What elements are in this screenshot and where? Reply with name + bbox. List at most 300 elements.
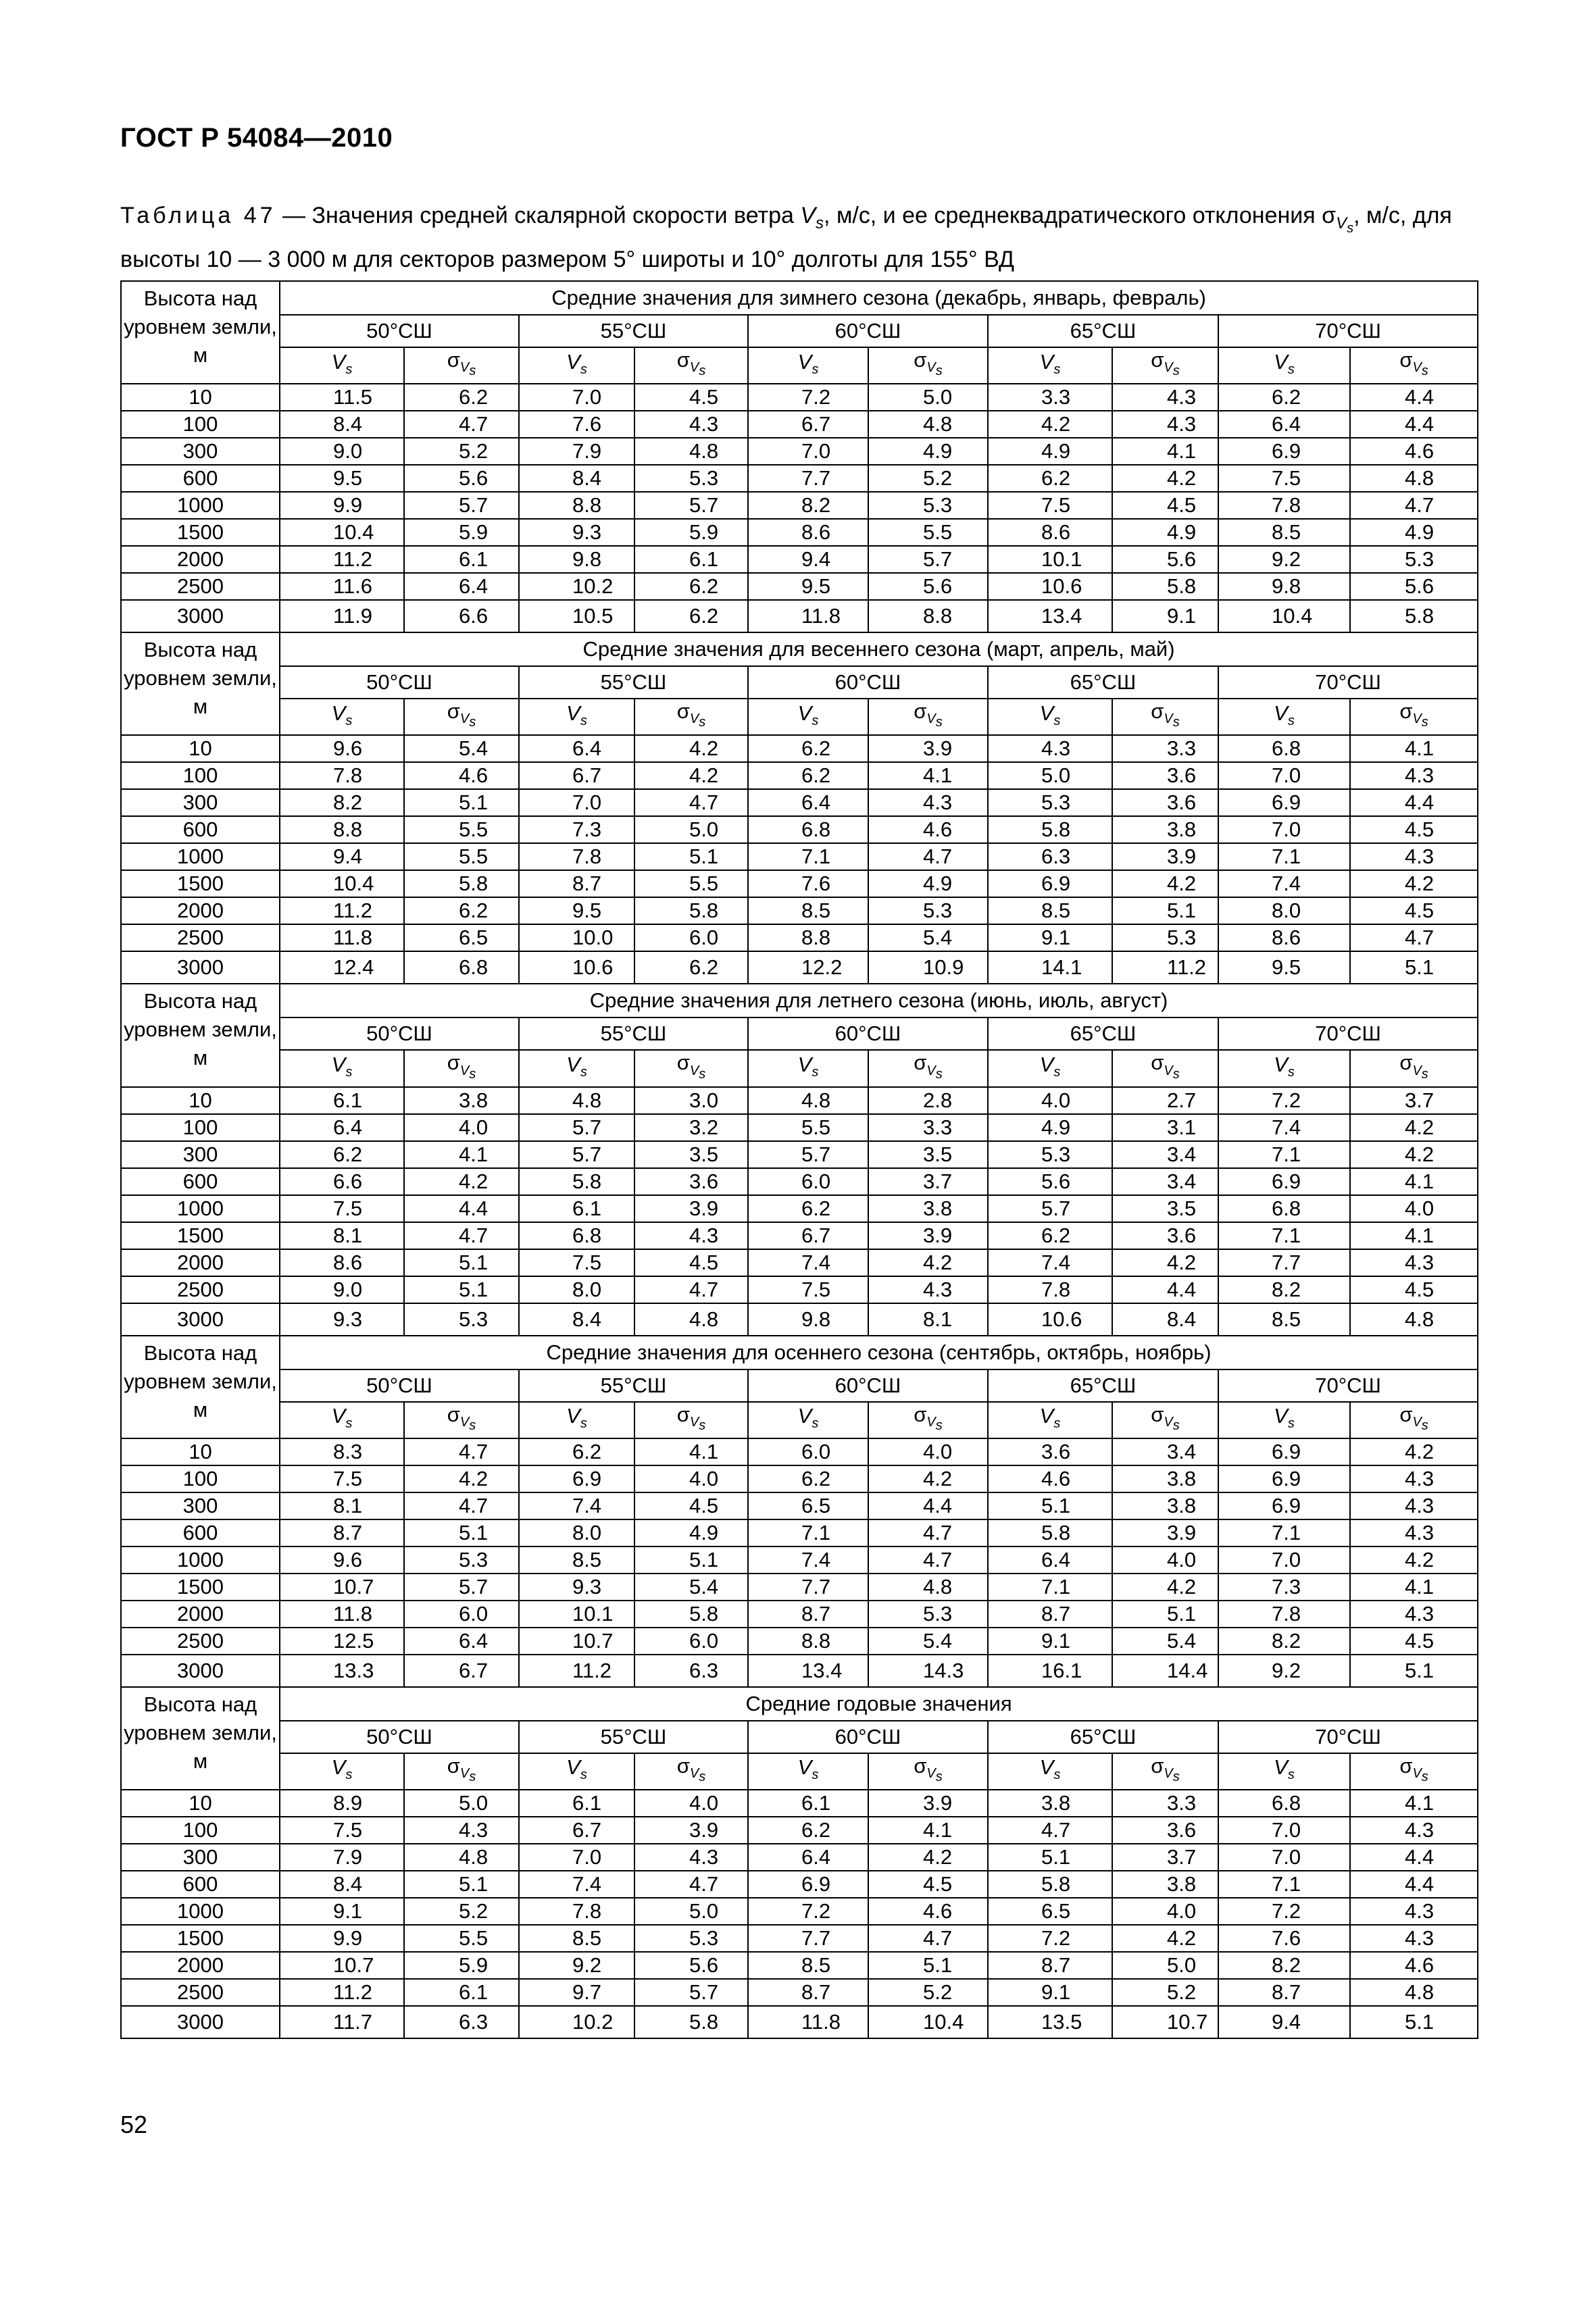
vs-cell: 6.9 xyxy=(519,1465,634,1492)
sigma-cell: 4.1 xyxy=(1350,1222,1478,1249)
sigma-cell: 4.7 xyxy=(868,1546,988,1574)
height-cell: 300 xyxy=(121,789,280,816)
table-row xyxy=(121,1141,1478,1168)
sigma-column-header: $\sigma_{V_s}$ xyxy=(404,347,519,384)
vs-cell: 7.1 xyxy=(1218,1871,1350,1898)
vs-cell: 5.7 xyxy=(519,1141,634,1168)
table-row xyxy=(121,573,1478,600)
vs-cell: 6.2 xyxy=(988,1222,1112,1249)
sigma-cell: 5.3 xyxy=(868,1601,988,1628)
vs-cell: 8.6 xyxy=(988,519,1112,546)
sigma-cell: 4.2 xyxy=(868,1844,988,1871)
sigma-cell: 5.4 xyxy=(634,1574,748,1601)
vs-cell: 11.8 xyxy=(280,924,404,951)
vs-cell: 7.4 xyxy=(519,1871,634,1898)
sigma-cell: 6.6 xyxy=(404,600,519,632)
sigma-cell: 5.2 xyxy=(868,1979,988,2006)
vs-cell: 8.0 xyxy=(1218,897,1350,924)
vs-cell: 7.0 xyxy=(519,789,634,816)
vs-cell: 8.7 xyxy=(988,1952,1112,1979)
season-header-row xyxy=(121,1336,1478,1369)
sigma-cell: 5.2 xyxy=(404,1898,519,1925)
vs-cell: 6.5 xyxy=(988,1898,1112,1925)
sigma-cell: 3.4 xyxy=(1112,1438,1218,1465)
sigma-cell: 5.3 xyxy=(634,1925,748,1952)
symbol-row xyxy=(121,1753,1478,1790)
symbol-row xyxy=(121,347,1478,384)
height-cell: 2500 xyxy=(121,1628,280,1655)
sigma-cell: 5.5 xyxy=(404,816,519,843)
vs-cell: 5.0 xyxy=(988,762,1112,789)
vs-cell: 6.8 xyxy=(1218,1790,1350,1817)
caption-dash: — xyxy=(276,203,312,228)
sigma-cell: 4.8 xyxy=(868,1574,988,1601)
sigma-cell: 4.3 xyxy=(634,1844,748,1871)
sigma-cell: 6.5 xyxy=(404,924,519,951)
vs-column-header: $V_s$ xyxy=(280,1050,404,1086)
sigma-column-header: $\sigma_{V_s}$ xyxy=(868,347,988,384)
vs-cell: 8.5 xyxy=(519,1546,634,1574)
vs-column-header: $V_s$ xyxy=(280,347,404,384)
vs-cell: 7.7 xyxy=(748,465,868,492)
latitude-header: 55°СШ xyxy=(519,1369,748,1402)
sigma-cell: 4.6 xyxy=(868,816,988,843)
sigma-cell: 5.0 xyxy=(404,1790,519,1817)
height-cell: 1500 xyxy=(121,1222,280,1249)
vs-cell: 6.4 xyxy=(280,1114,404,1141)
sigma-cell: 6.8 xyxy=(404,951,519,984)
vs-cell: 7.4 xyxy=(1218,870,1350,897)
vs-column-header: $V_s$ xyxy=(280,1402,404,1438)
vs-cell: 5.1 xyxy=(988,1492,1112,1519)
vs-cell: 8.8 xyxy=(748,924,868,951)
sigma-cell: 5.1 xyxy=(1112,897,1218,924)
sigma-cell: 4.7 xyxy=(868,843,988,870)
latitude-header: 50°СШ xyxy=(280,1369,519,1402)
sigma-cell: 4.8 xyxy=(404,1844,519,1871)
vs-cell: 11.2 xyxy=(519,1655,634,1687)
vs-cell: 8.5 xyxy=(1218,1303,1350,1336)
height-cell: 1000 xyxy=(121,843,280,870)
latitude-header: 70°СШ xyxy=(1218,315,1478,347)
height-cell: 100 xyxy=(121,1817,280,1844)
vs-cell: 9.2 xyxy=(1218,1655,1350,1687)
vs-cell: 9.1 xyxy=(988,1979,1112,2006)
season-title: Средние значения для весеннего сезона (март, апрель, май) xyxy=(280,632,1478,666)
sigma-cell: 4.3 xyxy=(1350,1465,1478,1492)
sigma-cell: 3.5 xyxy=(868,1141,988,1168)
sigma-cell: 3.9 xyxy=(634,1817,748,1844)
sigma-cell: 5.4 xyxy=(868,1628,988,1655)
sigma-cell: 3.8 xyxy=(404,1087,519,1114)
sigma-cell: 5.1 xyxy=(404,1519,519,1546)
latitude-header: 55°СШ xyxy=(519,315,748,347)
sigma-cell: 4.9 xyxy=(868,438,988,465)
sigma-cell: 5.0 xyxy=(1112,1952,1218,1979)
vs-cell: 6.1 xyxy=(748,1790,868,1817)
vs-cell: 6.9 xyxy=(748,1871,868,1898)
vs-cell: 4.9 xyxy=(988,1114,1112,1141)
height-cell: 3000 xyxy=(121,600,280,632)
sigma-cell: 4.7 xyxy=(404,1492,519,1519)
vs-cell: 6.2 xyxy=(519,1438,634,1465)
sigma-cell: 4.2 xyxy=(1350,1141,1478,1168)
vs-cell: 7.8 xyxy=(1218,1601,1350,1628)
vs-cell: 11.2 xyxy=(280,897,404,924)
table-row xyxy=(121,1465,1478,1492)
vs-cell: 8.7 xyxy=(280,1519,404,1546)
vs-cell: 9.8 xyxy=(519,546,634,573)
sigma-cell: 5.4 xyxy=(404,735,519,762)
sigma-column-header: $\sigma_{V_s}$ xyxy=(868,699,988,735)
sigma-cell: 4.5 xyxy=(1112,492,1218,519)
sigma-cell: 4.2 xyxy=(1112,1249,1218,1276)
vs-cell: 4.2 xyxy=(988,411,1112,438)
sigma-cell: 3.4 xyxy=(1112,1141,1218,1168)
vs-cell: 6.2 xyxy=(748,1195,868,1222)
sigma-column-header: $\sigma_{V_s}$ xyxy=(634,1050,748,1086)
vs-cell: 7.1 xyxy=(748,1519,868,1546)
height-cell: 10 xyxy=(121,1087,280,1114)
height-cell: 2500 xyxy=(121,1979,280,2006)
sigma-cell: 4.3 xyxy=(1350,1601,1478,1628)
caption-v-symbol: V xyxy=(800,203,816,228)
vs-cell: 6.9 xyxy=(988,870,1112,897)
sigma-cell: 4.2 xyxy=(1350,1438,1478,1465)
vs-cell: 7.5 xyxy=(748,1276,868,1303)
vs-cell: 11.9 xyxy=(280,600,404,632)
vs-cell: 7.7 xyxy=(1218,1249,1350,1276)
vs-cell: 6.8 xyxy=(1218,735,1350,762)
sigma-cell: 4.1 xyxy=(1350,1168,1478,1195)
vs-cell: 7.4 xyxy=(748,1249,868,1276)
sigma-cell: 4.9 xyxy=(868,870,988,897)
latitude-row xyxy=(121,666,1478,699)
vs-cell: 7.3 xyxy=(1218,1574,1350,1601)
vs-cell: 10.7 xyxy=(280,1574,404,1601)
sigma-cell: 5.6 xyxy=(1350,573,1478,600)
vs-cell: 6.4 xyxy=(748,1844,868,1871)
sigma-cell: 5.4 xyxy=(1112,1628,1218,1655)
sigma-cell: 4.3 xyxy=(1350,1492,1478,1519)
sigma-cell: 4.3 xyxy=(868,1276,988,1303)
height-cell: 3000 xyxy=(121,1655,280,1687)
caption-text-2: , м/с, и ее среднеквадратического отклонения σ xyxy=(824,203,1337,228)
sigma-cell: 4.0 xyxy=(868,1438,988,1465)
vs-column-header: $V_s$ xyxy=(1218,1050,1350,1086)
vs-cell: 7.9 xyxy=(280,1844,404,1871)
caption-text-1: Значения средней скалярной скорости ветра xyxy=(311,203,801,228)
vs-cell: 6.7 xyxy=(748,1222,868,1249)
vs-column-header: $V_s$ xyxy=(988,699,1112,735)
document-header: ГОСТ Р 54084—2010 xyxy=(120,123,393,153)
vs-cell: 7.0 xyxy=(519,1844,634,1871)
sigma-column-header: $\sigma_{V_s}$ xyxy=(634,699,748,735)
sigma-cell: 5.7 xyxy=(868,546,988,573)
vs-cell: 6.6 xyxy=(280,1168,404,1195)
height-cell: 2000 xyxy=(121,1952,280,1979)
sigma-cell: 5.8 xyxy=(404,870,519,897)
vs-cell: 7.7 xyxy=(748,1574,868,1601)
latitude-header: 70°СШ xyxy=(1218,1721,1478,1753)
vs-cell: 6.8 xyxy=(748,816,868,843)
sigma-cell: 5.1 xyxy=(404,1276,519,1303)
vs-cell: 7.1 xyxy=(1218,1519,1350,1546)
sigma-cell: 4.3 xyxy=(634,1222,748,1249)
vs-cell: 7.5 xyxy=(280,1817,404,1844)
height-cell: 1500 xyxy=(121,519,280,546)
table-row xyxy=(121,1222,1478,1249)
sigma-cell: 3.3 xyxy=(1112,735,1218,762)
sigma-cell: 4.5 xyxy=(634,1249,748,1276)
height-header: Высота над уровнем земли, м xyxy=(121,984,280,1086)
vs-cell: 9.1 xyxy=(988,1628,1112,1655)
height-header: Высота над уровнем земли, м xyxy=(121,632,280,735)
sigma-cell: 4.5 xyxy=(1350,816,1478,843)
sigma-cell: 6.0 xyxy=(634,924,748,951)
vs-cell: 8.1 xyxy=(280,1492,404,1519)
vs-cell: 9.3 xyxy=(519,519,634,546)
vs-cell: 8.6 xyxy=(280,1249,404,1276)
sigma-column-header: $\sigma_{V_s}$ xyxy=(404,699,519,735)
season-title: Средние значения для осеннего сезона (сентябрь, октябрь, ноябрь) xyxy=(280,1336,1478,1369)
sigma-cell: 4.2 xyxy=(404,1465,519,1492)
sigma-column-header: $\sigma_{V_s}$ xyxy=(1350,1753,1478,1790)
sigma-cell: 4.4 xyxy=(404,1195,519,1222)
sigma-cell: 4.8 xyxy=(868,411,988,438)
table-row xyxy=(121,1655,1478,1687)
sigma-cell: 5.0 xyxy=(634,816,748,843)
sigma-cell: 4.1 xyxy=(1350,1790,1478,1817)
sigma-cell: 4.7 xyxy=(868,1925,988,1952)
table-row xyxy=(121,897,1478,924)
sigma-cell: 5.1 xyxy=(634,1546,748,1574)
vs-cell: 9.4 xyxy=(280,843,404,870)
height-cell: 300 xyxy=(121,438,280,465)
vs-cell: 6.2 xyxy=(748,735,868,762)
vs-cell: 11.8 xyxy=(280,1601,404,1628)
sigma-cell: 5.1 xyxy=(404,1249,519,1276)
season-header-row xyxy=(121,1687,1478,1721)
vs-cell: 7.5 xyxy=(280,1195,404,1222)
latitude-header: 50°СШ xyxy=(280,666,519,699)
vs-column-header: $V_s$ xyxy=(988,1753,1112,1790)
table-row xyxy=(121,519,1478,546)
table-row xyxy=(121,492,1478,519)
latitude-header: 70°СШ xyxy=(1218,1369,1478,1402)
latitude-header: 50°СШ xyxy=(280,1017,519,1050)
sigma-cell: 3.6 xyxy=(1112,1817,1218,1844)
height-cell: 10 xyxy=(121,1438,280,1465)
sigma-cell: 3.9 xyxy=(1112,1519,1218,1546)
sigma-cell: 5.6 xyxy=(634,1952,748,1979)
table-row xyxy=(121,1546,1478,1574)
table-row xyxy=(121,816,1478,843)
latitude-header: 65°СШ xyxy=(988,1721,1218,1753)
sigma-cell: 5.9 xyxy=(404,1952,519,1979)
vs-cell: 16.1 xyxy=(988,1655,1112,1687)
sigma-cell: 4.1 xyxy=(868,1817,988,1844)
vs-cell: 8.0 xyxy=(519,1276,634,1303)
vs-cell: 6.4 xyxy=(748,789,868,816)
vs-cell: 8.2 xyxy=(280,789,404,816)
sigma-cell: 5.1 xyxy=(1350,1655,1478,1687)
vs-cell: 10.1 xyxy=(519,1601,634,1628)
vs-cell: 10.1 xyxy=(988,546,1112,573)
sigma-cell: 5.7 xyxy=(634,492,748,519)
height-cell: 100 xyxy=(121,1114,280,1141)
sigma-cell: 4.7 xyxy=(404,411,519,438)
table-row xyxy=(121,438,1478,465)
vs-cell: 10.4 xyxy=(1218,600,1350,632)
vs-cell: 6.7 xyxy=(519,1817,634,1844)
sigma-column-header: $\sigma_{V_s}$ xyxy=(634,1753,748,1790)
sigma-cell: 4.6 xyxy=(868,1898,988,1925)
latitude-header: 55°СШ xyxy=(519,1017,748,1050)
vs-cell: 7.5 xyxy=(1218,465,1350,492)
table-row xyxy=(121,1871,1478,1898)
caption-text-3: , м/с, для высоты 10 — 3 000 м для секторов размером 5° широты и 10° долготы для 155° ВД xyxy=(120,203,1452,272)
table-row xyxy=(121,1519,1478,1546)
height-cell: 2000 xyxy=(121,1249,280,1276)
vs-cell: 8.6 xyxy=(1218,924,1350,951)
sigma-cell: 4.6 xyxy=(1350,1952,1478,1979)
sigma-cell: 5.7 xyxy=(404,492,519,519)
vs-cell: 3.6 xyxy=(988,1438,1112,1465)
vs-column-header: $V_s$ xyxy=(988,1402,1112,1438)
latitude-header: 70°СШ xyxy=(1218,666,1478,699)
height-cell: 3000 xyxy=(121,1303,280,1336)
vs-cell: 9.5 xyxy=(1218,951,1350,984)
table-row xyxy=(121,924,1478,951)
vs-cell: 7.1 xyxy=(1218,1222,1350,1249)
vs-cell: 7.0 xyxy=(519,384,634,411)
height-cell: 300 xyxy=(121,1844,280,1871)
sigma-cell: 10.9 xyxy=(868,951,988,984)
sigma-cell: 4.3 xyxy=(1350,1249,1478,1276)
table-row xyxy=(121,1303,1478,1336)
vs-cell: 7.1 xyxy=(748,843,868,870)
vs-cell: 6.2 xyxy=(1218,384,1350,411)
sigma-cell: 4.6 xyxy=(1350,438,1478,465)
vs-cell: 8.4 xyxy=(519,465,634,492)
vs-cell: 10.6 xyxy=(988,1303,1112,1336)
vs-column-header: $V_s$ xyxy=(1218,347,1350,384)
vs-column-header: $V_s$ xyxy=(280,1753,404,1790)
vs-cell: 6.7 xyxy=(519,762,634,789)
vs-cell: 7.4 xyxy=(519,1492,634,1519)
sigma-cell: 5.2 xyxy=(868,465,988,492)
vs-cell: 11.8 xyxy=(748,600,868,632)
sigma-column-header: $\sigma_{V_s}$ xyxy=(868,1050,988,1086)
sigma-cell: 4.8 xyxy=(1350,1303,1478,1336)
sigma-cell: 4.2 xyxy=(1112,1574,1218,1601)
sigma-cell: 5.7 xyxy=(634,1979,748,2006)
latitude-header: 50°СШ xyxy=(280,315,519,347)
table-row xyxy=(121,1195,1478,1222)
vs-cell: 3.3 xyxy=(988,384,1112,411)
vs-column-header: $V_s$ xyxy=(1218,699,1350,735)
sigma-cell: 6.2 xyxy=(634,600,748,632)
sigma-cell: 5.8 xyxy=(1112,573,1218,600)
height-cell: 2500 xyxy=(121,924,280,951)
vs-cell: 6.9 xyxy=(1218,1465,1350,1492)
table-row xyxy=(121,384,1478,411)
sigma-cell: 5.2 xyxy=(404,438,519,465)
vs-cell: 7.1 xyxy=(988,1574,1112,1601)
vs-cell: 8.5 xyxy=(748,897,868,924)
vs-cell: 8.8 xyxy=(748,1628,868,1655)
sigma-cell: 5.5 xyxy=(404,1925,519,1952)
vs-cell: 6.9 xyxy=(1218,438,1350,465)
vs-cell: 9.7 xyxy=(519,1979,634,2006)
sigma-cell: 10.4 xyxy=(868,2006,988,2038)
sigma-cell: 3.6 xyxy=(1112,1222,1218,1249)
sigma-cell: 9.1 xyxy=(1112,600,1218,632)
sigma-column-header: $\sigma_{V_s}$ xyxy=(634,1402,748,1438)
sigma-cell: 3.4 xyxy=(1112,1168,1218,1195)
vs-cell: 6.0 xyxy=(748,1168,868,1195)
vs-cell: 5.8 xyxy=(988,1519,1112,1546)
sigma-cell: 5.8 xyxy=(1350,600,1478,632)
vs-cell: 5.3 xyxy=(988,1141,1112,1168)
sigma-cell: 4.8 xyxy=(1350,465,1478,492)
vs-cell: 4.0 xyxy=(988,1087,1112,1114)
vs-cell: 9.5 xyxy=(280,465,404,492)
latitude-header: 65°СШ xyxy=(988,315,1218,347)
caption-label: Таблица 47 xyxy=(120,203,276,228)
height-cell: 1000 xyxy=(121,1195,280,1222)
sigma-cell: 3.6 xyxy=(634,1168,748,1195)
vs-cell: 8.8 xyxy=(519,492,634,519)
sigma-cell: 4.7 xyxy=(1350,492,1478,519)
vs-cell: 6.8 xyxy=(1218,1195,1350,1222)
season-title: Средние годовые значения xyxy=(280,1687,1478,1721)
sigma-cell: 4.8 xyxy=(634,438,748,465)
sigma-cell: 5.2 xyxy=(1112,1979,1218,2006)
vs-cell: 8.7 xyxy=(748,1601,868,1628)
vs-cell: 10.4 xyxy=(280,519,404,546)
vs-column-header: $V_s$ xyxy=(988,1050,1112,1086)
sigma-cell: 2.8 xyxy=(868,1087,988,1114)
height-cell: 100 xyxy=(121,411,280,438)
sigma-cell: 4.9 xyxy=(1350,519,1478,546)
vs-cell: 8.1 xyxy=(280,1222,404,1249)
latitude-row xyxy=(121,1017,1478,1050)
sigma-cell: 4.2 xyxy=(868,1465,988,1492)
vs-cell: 9.1 xyxy=(280,1898,404,1925)
vs-cell: 6.1 xyxy=(280,1087,404,1114)
table-row xyxy=(121,1438,1478,1465)
sigma-cell: 11.2 xyxy=(1112,951,1218,984)
vs-cell: 8.2 xyxy=(1218,1628,1350,1655)
height-cell: 3000 xyxy=(121,951,280,984)
sigma-cell: 4.2 xyxy=(404,1168,519,1195)
vs-cell: 8.5 xyxy=(748,1952,868,1979)
sigma-cell: 6.4 xyxy=(404,1628,519,1655)
height-cell: 600 xyxy=(121,1168,280,1195)
height-cell: 2500 xyxy=(121,1276,280,1303)
sigma-cell: 3.7 xyxy=(1350,1087,1478,1114)
vs-cell: 9.6 xyxy=(280,735,404,762)
height-cell: 10 xyxy=(121,1790,280,1817)
sigma-cell: 3.5 xyxy=(634,1141,748,1168)
vs-column-header: $V_s$ xyxy=(748,347,868,384)
latitude-header: 70°СШ xyxy=(1218,1017,1478,1050)
sigma-cell: 3.6 xyxy=(1112,789,1218,816)
sigma-cell: 5.9 xyxy=(404,519,519,546)
vs-cell: 11.7 xyxy=(280,2006,404,2038)
